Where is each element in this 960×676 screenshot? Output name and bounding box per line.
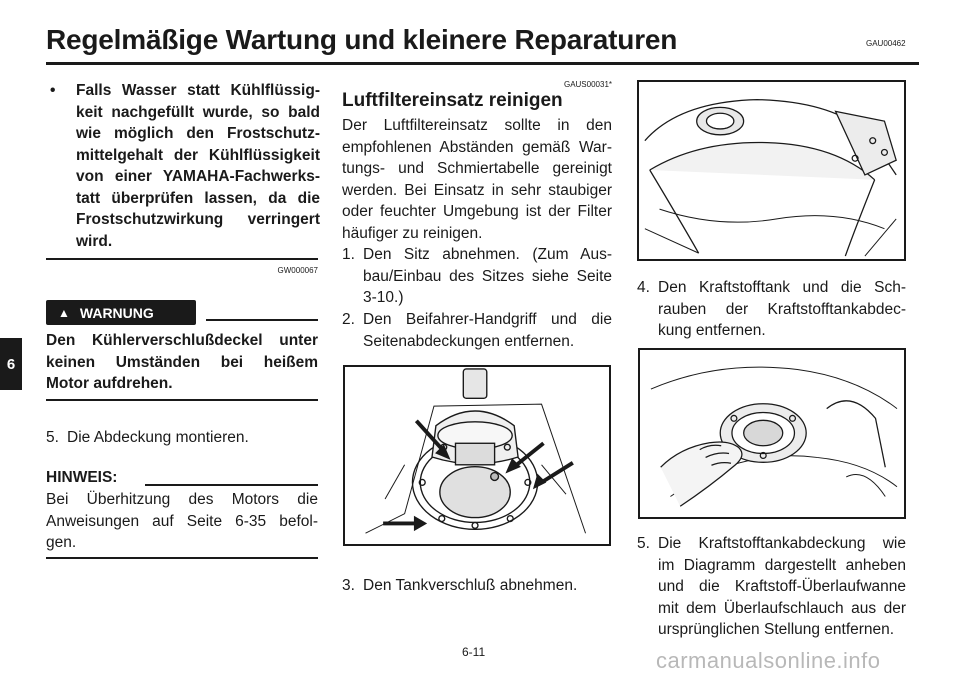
step-line: ursprünglichen Stellung entfernen. xyxy=(658,621,895,638)
intro-line: Der Luftfiltereinsatz sollte in den xyxy=(342,117,612,134)
step-2 xyxy=(342,309,612,352)
step-line: rauben der Kraftstofftankabdec- xyxy=(658,300,906,318)
section-code: GAUS00031* xyxy=(563,80,612,89)
step-line: mit dem Überlaufschlauch aus der xyxy=(658,599,906,617)
step-text: Den Tankverschluß abnehmen. xyxy=(363,577,578,594)
header-rule xyxy=(46,62,919,65)
warning-triangle-icon: ▲ xyxy=(58,305,70,320)
divider xyxy=(46,399,318,401)
intro-line: tungs- und Schmiertabelle gereinigt xyxy=(342,160,612,177)
step-number: 4. xyxy=(637,279,650,296)
warning-label: WARNUNG xyxy=(79,304,154,321)
bullet-line: keit nachgefüllt wurde, so bald xyxy=(76,103,320,121)
warning-line: Den Kühlerverschlußdeckel unter xyxy=(46,332,318,349)
step-line: Den Sitz abnehmen. (Zum Aus- xyxy=(363,246,612,263)
step-1 xyxy=(342,244,612,309)
header-code: GAU00462 xyxy=(866,39,906,48)
chapter-tab: 6 xyxy=(0,338,22,390)
intro-line: oder feuchter Umgebung ist der Filter xyxy=(342,203,612,220)
hinweis-line: Anweisungen auf Seite 6-35 befol- xyxy=(46,512,318,530)
hinweis-line: Bei Überhitzung des Motors die xyxy=(46,491,318,508)
step-number: 3. xyxy=(342,577,355,594)
step-3 xyxy=(342,575,612,597)
warning-code: GW000067 xyxy=(277,266,318,275)
bullet-line: Frostschutzwirkung verringert xyxy=(76,211,320,228)
bullet-line: mittelgehalt der Kühlflüssigkeit xyxy=(76,146,320,164)
hinweis-line: gen. xyxy=(46,534,77,551)
step-line: und die Kraftstoff-Überlaufwanne xyxy=(658,578,906,595)
fuel-tank-figure xyxy=(637,80,906,261)
warning-badge xyxy=(46,300,196,325)
tank-cover-illustration xyxy=(640,350,904,517)
step-number: 5. xyxy=(46,429,59,446)
intro-line: häufiger zu reinigen. xyxy=(342,224,483,242)
hinweis-text xyxy=(46,489,318,554)
step-line: Den Beifahrer-Handgriff und die xyxy=(363,311,612,328)
bullet: • xyxy=(50,82,56,99)
warning-line: Motor aufdrehen. xyxy=(46,375,173,392)
page-number: 6-11 xyxy=(462,645,486,659)
step-4 xyxy=(637,277,906,342)
intro-line: werden. Bei Einsatz in sehr staubiger xyxy=(342,181,612,199)
step-line: Den Kraftstofftank und die Sch- xyxy=(658,279,906,296)
step-line: bau/Einbau des Sitzes siehe Seite xyxy=(363,267,612,285)
tank-cap-figure xyxy=(343,365,611,546)
tank-cover-figure xyxy=(638,348,906,519)
fuel-tank-illustration xyxy=(639,82,904,259)
bullet-line: wird. xyxy=(76,232,113,250)
hinweis-rule xyxy=(145,484,318,486)
warning-text xyxy=(46,330,318,395)
intro-paragraph xyxy=(342,115,612,244)
step-number: 1. xyxy=(342,246,355,263)
page-title: Regelmäßige Wartung und kleinere Reparaturen xyxy=(46,24,678,55)
intro-line: empfohlenen Abständen gemäß War- xyxy=(342,138,612,156)
bullet-line: wie möglich den Frostschutz- xyxy=(76,125,320,142)
tank-cap-illustration xyxy=(345,367,609,544)
bullet-line: von einer YAMAHA-Fachwerks- xyxy=(76,168,320,185)
step-number: 2. xyxy=(342,311,355,328)
step-number: 5. xyxy=(637,535,650,552)
warning-rule xyxy=(206,319,318,321)
divider xyxy=(46,258,318,260)
bullet-line: tatt überprüfen lassen, da die xyxy=(76,189,320,207)
step-5-left xyxy=(46,427,318,449)
warning-line: keinen Umständen bei heißem xyxy=(46,353,318,371)
coolant-note xyxy=(50,80,320,252)
hinweis-label: HINWEIS: xyxy=(46,469,118,486)
step-line: Die Kraftstofftankabdeckung wie xyxy=(658,535,906,552)
divider xyxy=(46,557,318,559)
step-line: im Diagramm dargestellt anheben xyxy=(658,556,906,574)
step-text: Die Abdeckung montieren. xyxy=(67,429,249,446)
bullet-line: Falls Wasser statt Kühlflüssig- xyxy=(76,82,320,99)
step-line: 3-10.) xyxy=(363,289,404,306)
section-heading: Luftfiltereinsatz reinigen xyxy=(342,90,563,111)
step-5-right xyxy=(637,533,906,641)
watermark: carmanualsonline.info xyxy=(656,648,881,673)
step-line: Seitenabdeckungen entfernen. xyxy=(363,332,575,350)
step-line: kung entfernen. xyxy=(658,322,766,339)
